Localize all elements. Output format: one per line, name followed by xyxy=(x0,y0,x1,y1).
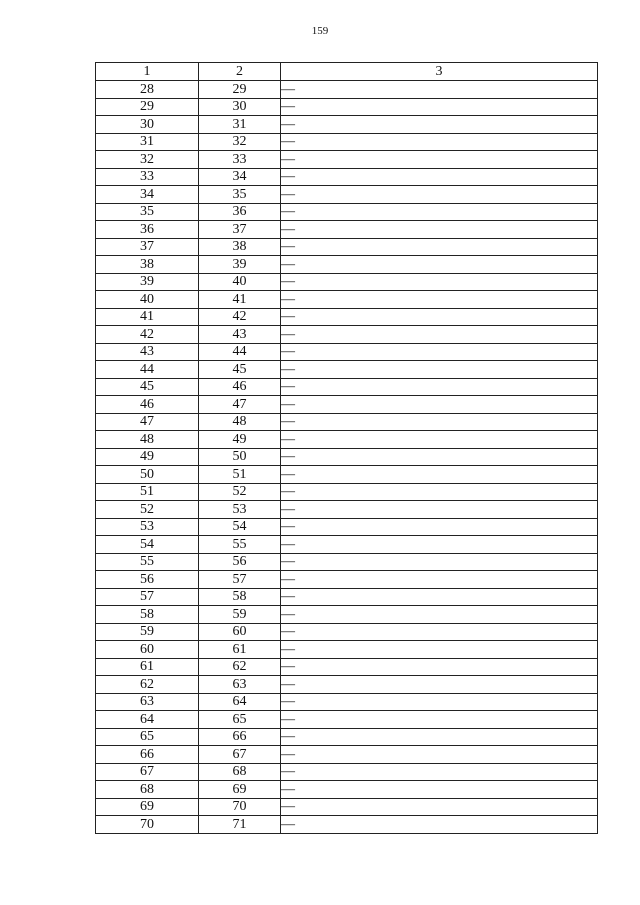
table-row xyxy=(96,711,598,729)
table-row xyxy=(96,658,598,676)
table-row xyxy=(96,676,598,694)
table-cell-col3: — xyxy=(281,221,598,239)
table-cell-col3: — xyxy=(281,396,598,414)
table-cell-col2: 59 xyxy=(199,606,281,624)
table-row xyxy=(96,256,598,274)
table-cell-col1: 55 xyxy=(96,553,199,571)
table-row xyxy=(96,518,598,536)
table-cell-col3: — xyxy=(281,308,598,326)
table-cell-col1: 65 xyxy=(96,728,199,746)
table-cell-col2: 55 xyxy=(199,536,281,554)
table-cell-col1: 38 xyxy=(96,256,199,274)
data-table xyxy=(95,62,598,834)
table-row xyxy=(96,203,598,221)
table-cell-col3: — xyxy=(281,186,598,204)
table-cell-col1: 35 xyxy=(96,203,199,221)
table-row xyxy=(96,116,598,134)
table-cell-col3: — xyxy=(281,588,598,606)
table-cell-col3: — xyxy=(281,326,598,344)
table-cell-col1: 62 xyxy=(96,676,199,694)
table-cell-col1: 59 xyxy=(96,623,199,641)
column-header-2: 2 xyxy=(199,63,281,81)
table-cell-col1: 64 xyxy=(96,711,199,729)
table-row xyxy=(96,168,598,186)
table-cell-col1: 28 xyxy=(96,81,199,99)
table-cell-col3: — xyxy=(281,151,598,169)
table-cell-col3: — xyxy=(281,781,598,799)
table-cell-col2: 67 xyxy=(199,746,281,764)
table-cell-col3: — xyxy=(281,746,598,764)
table-cell-col2: 33 xyxy=(199,151,281,169)
table-cell-col2: 46 xyxy=(199,378,281,396)
table-cell-col2: 65 xyxy=(199,711,281,729)
table-cell-col2: 57 xyxy=(199,571,281,589)
table-cell-col2: 35 xyxy=(199,186,281,204)
table-cell-col2: 66 xyxy=(199,728,281,746)
table-cell-col2: 39 xyxy=(199,256,281,274)
table-cell-col1: 67 xyxy=(96,763,199,781)
table-row xyxy=(96,816,598,834)
table-cell-col2: 71 xyxy=(199,816,281,834)
table-cell-col1: 50 xyxy=(96,466,199,484)
table-row xyxy=(96,343,598,361)
table-cell-col2: 29 xyxy=(199,81,281,99)
table-row xyxy=(96,606,598,624)
table-cell-col3: — xyxy=(281,116,598,134)
table-cell-col2: 64 xyxy=(199,693,281,711)
table-row xyxy=(96,413,598,431)
table-row xyxy=(96,291,598,309)
table-cell-col2: 68 xyxy=(199,763,281,781)
table-row xyxy=(96,763,598,781)
table-cell-col2: 45 xyxy=(199,361,281,379)
table-cell-col3: — xyxy=(281,676,598,694)
table-row xyxy=(96,273,598,291)
table-cell-col3: — xyxy=(281,361,598,379)
table-cell-col1: 45 xyxy=(96,378,199,396)
table-row xyxy=(96,238,598,256)
table-cell-col1: 37 xyxy=(96,238,199,256)
table-cell-col1: 53 xyxy=(96,518,199,536)
table-cell-col2: 30 xyxy=(199,98,281,116)
table-cell-col1: 66 xyxy=(96,746,199,764)
table-row xyxy=(96,308,598,326)
table-cell-col3: — xyxy=(281,133,598,151)
table-row xyxy=(96,361,598,379)
table-row xyxy=(96,431,598,449)
table-cell-col2: 41 xyxy=(199,291,281,309)
table-cell-col2: 70 xyxy=(199,798,281,816)
table-row xyxy=(96,448,598,466)
table-cell-col1: 54 xyxy=(96,536,199,554)
table-cell-col1: 61 xyxy=(96,658,199,676)
table-cell-col3: — xyxy=(281,518,598,536)
table-cell-col3: — xyxy=(281,501,598,519)
table-cell-col2: 56 xyxy=(199,553,281,571)
table-row xyxy=(96,396,598,414)
table-cell-col2: 31 xyxy=(199,116,281,134)
table-row xyxy=(96,781,598,799)
table-cell-col3: — xyxy=(281,203,598,221)
table-cell-col1: 52 xyxy=(96,501,199,519)
table-cell-col3: — xyxy=(281,711,598,729)
table-cell-col2: 37 xyxy=(199,221,281,239)
table-cell-col3: — xyxy=(281,641,598,659)
table-row xyxy=(96,623,598,641)
table-cell-col2: 43 xyxy=(199,326,281,344)
table-cell-col3: — xyxy=(281,343,598,361)
table-cell-col1: 31 xyxy=(96,133,199,151)
table-cell-col1: 68 xyxy=(96,781,199,799)
table-cell-col2: 38 xyxy=(199,238,281,256)
table-cell-col3: — xyxy=(281,81,598,99)
table-cell-col1: 48 xyxy=(96,431,199,449)
table-cell-col3: — xyxy=(281,571,598,589)
table-cell-col1: 32 xyxy=(96,151,199,169)
table-cell-col1: 49 xyxy=(96,448,199,466)
table-cell-col3: — xyxy=(281,238,598,256)
table-cell-col3: — xyxy=(281,168,598,186)
table-cell-col1: 60 xyxy=(96,641,199,659)
table-cell-col3: — xyxy=(281,763,598,781)
table-cell-col1: 34 xyxy=(96,186,199,204)
table-cell-col1: 46 xyxy=(96,396,199,414)
table-cell-col2: 36 xyxy=(199,203,281,221)
table-cell-col2: 53 xyxy=(199,501,281,519)
table-row xyxy=(96,98,598,116)
table-cell-col3: — xyxy=(281,658,598,676)
table-cell-col1: 30 xyxy=(96,116,199,134)
table-cell-col2: 34 xyxy=(199,168,281,186)
table-cell-col2: 51 xyxy=(199,466,281,484)
table-cell-col3: — xyxy=(281,413,598,431)
table-row xyxy=(96,571,598,589)
table-cell-col2: 44 xyxy=(199,343,281,361)
table-cell-col1: 57 xyxy=(96,588,199,606)
table-cell-col2: 52 xyxy=(199,483,281,501)
table-cell-col2: 32 xyxy=(199,133,281,151)
table-cell-col2: 62 xyxy=(199,658,281,676)
table-cell-col3: — xyxy=(281,466,598,484)
table-cell-col2: 42 xyxy=(199,308,281,326)
table-cell-col1: 51 xyxy=(96,483,199,501)
table-cell-col1: 58 xyxy=(96,606,199,624)
table-cell-col1: 43 xyxy=(96,343,199,361)
table-cell-col2: 48 xyxy=(199,413,281,431)
table-cell-col3: — xyxy=(281,816,598,834)
table-cell-col3: — xyxy=(281,483,598,501)
table-cell-col3: — xyxy=(281,431,598,449)
table-row xyxy=(96,186,598,204)
table-cell-col1: 70 xyxy=(96,816,199,834)
table-cell-col3: — xyxy=(281,536,598,554)
table-cell-col1: 39 xyxy=(96,273,199,291)
table-cell-col2: 47 xyxy=(199,396,281,414)
table-cell-col2: 58 xyxy=(199,588,281,606)
table-cell-col1: 36 xyxy=(96,221,199,239)
table-row xyxy=(96,746,598,764)
table-cell-col2: 60 xyxy=(199,623,281,641)
table-row xyxy=(96,728,598,746)
table-cell-col3: — xyxy=(281,98,598,116)
table-row xyxy=(96,641,598,659)
table-cell-col1: 40 xyxy=(96,291,199,309)
table-cell-col3: — xyxy=(281,623,598,641)
table-row xyxy=(96,221,598,239)
table-cell-col1: 42 xyxy=(96,326,199,344)
table-cell-col2: 50 xyxy=(199,448,281,466)
table-cell-col2: 40 xyxy=(199,273,281,291)
table-cell-col3: — xyxy=(281,553,598,571)
table-row xyxy=(96,588,598,606)
table-row xyxy=(96,798,598,816)
table-cell-col3: — xyxy=(281,798,598,816)
table-cell-col2: 61 xyxy=(199,641,281,659)
table-row xyxy=(96,501,598,519)
table-cell-col1: 44 xyxy=(96,361,199,379)
column-header-1: 1 xyxy=(96,63,199,81)
table-cell-col1: 47 xyxy=(96,413,199,431)
page-number: 159 xyxy=(311,25,329,37)
table-cell-col1: 69 xyxy=(96,798,199,816)
table-cell-col1: 63 xyxy=(96,693,199,711)
table-cell-col3: — xyxy=(281,728,598,746)
table-cell-col1: 29 xyxy=(96,98,199,116)
table-row xyxy=(96,466,598,484)
table-row xyxy=(96,693,598,711)
table-row xyxy=(96,553,598,571)
table-cell-col2: 49 xyxy=(199,431,281,449)
table-cell-col3: — xyxy=(281,256,598,274)
table-cell-col2: 54 xyxy=(199,518,281,536)
table-row xyxy=(96,326,598,344)
table-body xyxy=(96,81,598,834)
column-header-3: 3 xyxy=(281,63,598,81)
table-cell-col3: — xyxy=(281,448,598,466)
table-row xyxy=(96,483,598,501)
table-row xyxy=(96,151,598,169)
table-cell-col3: — xyxy=(281,606,598,624)
table-cell-col3: — xyxy=(281,693,598,711)
table-row xyxy=(96,378,598,396)
table-cell-col2: 63 xyxy=(199,676,281,694)
table-cell-col3: — xyxy=(281,291,598,309)
table-cell-col1: 56 xyxy=(96,571,199,589)
table-header-row xyxy=(96,63,598,81)
table-row xyxy=(96,81,598,99)
table-cell-col3: — xyxy=(281,273,598,291)
table-cell-col1: 33 xyxy=(96,168,199,186)
table-row xyxy=(96,133,598,151)
table-row xyxy=(96,536,598,554)
table-cell-col1: 41 xyxy=(96,308,199,326)
table-cell-col3: — xyxy=(281,378,598,396)
table-cell-col2: 69 xyxy=(199,781,281,799)
